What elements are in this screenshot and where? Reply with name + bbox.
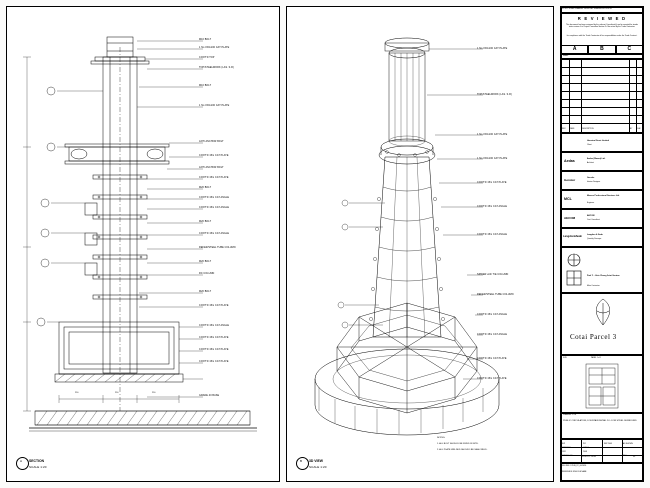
rev-table-div-1 xyxy=(569,59,570,133)
left-annotation-8: ANTI ANCHOR BOLT xyxy=(199,166,224,169)
rev-row-8 xyxy=(561,123,643,124)
field-label-date: DATE xyxy=(604,440,609,441)
left-annotation-2: CONT'D TOP xyxy=(199,56,215,59)
rev-hdr-desc: DESCRIPTION xyxy=(582,128,594,130)
company-name-5: Langdon & Seah xyxy=(587,234,603,236)
field-value-drawn: KW xyxy=(562,443,565,445)
company-role-2: Interior Designer xyxy=(587,181,601,183)
right-annotation-7: SPIDER with TIE COLUMN xyxy=(477,273,509,276)
right-annotation-6: CONT'D 15m CAT ANGLE xyxy=(477,233,508,236)
left-annotation-19: CONT'D 15m CAT PLATE xyxy=(199,304,229,307)
reviewed-text: This document has been reviewed by the relevant Consultant(s) and is essential for tender status review. It is Project Procedure Section 5.4 for action by the Trade Contractor. xyxy=(566,24,638,29)
company-role-1: Architect xyxy=(587,162,594,164)
rev-hdr-rev: REV xyxy=(562,128,566,130)
left-annotation-23: CONT'D 15m CAT PLATE xyxy=(199,360,229,363)
logo-mcl: MCL xyxy=(564,197,572,201)
abc-label-c: C xyxy=(627,46,632,52)
left-annotation-3: TOP/STEELWORK (LAS. S.R) xyxy=(199,66,234,69)
logo-langdon-seah: Langdon&Seah xyxy=(563,235,583,238)
right-view-title: 3D VIEW xyxy=(309,459,323,463)
fields-col-2 xyxy=(602,439,603,463)
project-logo-icon xyxy=(583,297,623,327)
key-plan-icon xyxy=(585,363,619,409)
left-annotation-1: 1 No 150x100 CAT PLATE xyxy=(199,46,230,49)
field-value-checked: WY xyxy=(583,443,586,445)
isometric-drawing xyxy=(287,7,553,481)
company-name-1: Aedas (Macau) Ltd. xyxy=(587,158,606,160)
rev-row-7 xyxy=(561,115,643,116)
rev-table-div-2 xyxy=(581,59,582,133)
company-role-6: Main Contractor xyxy=(587,285,600,287)
company-name-3: Marcos Professional Services Ltd. xyxy=(587,195,620,197)
logo-aecom: AECOM xyxy=(564,216,576,220)
rev-row-1 xyxy=(561,67,643,68)
contractor-logo-icon xyxy=(565,251,583,289)
dwg-no-label: DRAWING NO. xyxy=(562,456,573,457)
rev-hdr-date: DATE xyxy=(570,128,575,130)
left-annotation-4: M16 BOLT xyxy=(199,84,212,87)
company-role-4: Cost Consultant xyxy=(587,219,600,221)
footer-right: REFERENCE DWG FILE NAME xyxy=(562,471,587,473)
left-annotation-21: CONT'D 15m CAT PLATE xyxy=(199,336,229,339)
right-annotation-8: REFER/STEEL TUBE COLUMN xyxy=(477,293,514,296)
rev-row-3 xyxy=(561,83,643,84)
title-block xyxy=(560,6,644,482)
rev-hdr-by: BY xyxy=(630,128,633,130)
fields-col-1 xyxy=(581,439,582,463)
company-row-3 xyxy=(561,190,643,209)
note-line-0: 1. ALL BOLT SHOULD BE FIXED IN SITE. xyxy=(437,443,479,445)
revision-table xyxy=(561,59,643,133)
panel-label: PANEL 1 of 1 xyxy=(591,357,602,359)
left-annotation-16: M20 BOLT xyxy=(199,260,212,263)
project-name: Cotai Parcel 3 xyxy=(570,333,617,341)
right-annotation-11: CONT'D 15m CAT PLATE xyxy=(477,357,507,360)
left-view-title: SECTION xyxy=(29,459,45,463)
left-dim-2: 250 xyxy=(152,392,156,394)
rev-table-div-4 xyxy=(636,59,637,133)
rev-row-2 xyxy=(561,75,643,76)
left-annotation-11: CONT'D 15m CAT ANGLE xyxy=(199,196,230,199)
rev-label: REV xyxy=(623,456,627,457)
company-name-2: Gensler xyxy=(587,177,595,179)
left-annotation-12: CONT'D 15m CAT ANGLE xyxy=(199,206,230,209)
field-value-scale: AS SHOWN xyxy=(623,443,633,445)
footer-left: FILE REF: P-PUB_PC_00/DWG xyxy=(562,465,587,467)
scale-note: DO NOT SCALE DRAWING. VERIFY ALL DIMENSIONS ON SITE xyxy=(562,8,612,11)
company-name-4: AECOM xyxy=(587,215,595,217)
dwg-no-value: A-100-DT-0250 xyxy=(581,456,596,458)
note-line-1: 2. ALL PLATE WELDED SHOULD BE SEAL WELD. xyxy=(437,449,488,451)
logo-aedas: Aedas xyxy=(564,159,575,163)
drawing-title: PUBLIC CIRCULATION, FOUNTAIN DETAIL 24 - FOR STEEL SURROUND xyxy=(563,420,637,422)
left-annotation-5: 1 No 150x100 CAT PLATE xyxy=(199,104,230,107)
left-annotation-9: CONT'D 15m CAT PLATE xyxy=(199,176,229,179)
reviewed-title: R E V I E W E D xyxy=(577,16,627,21)
left-annotation-14: CONT'D 15m CAT ANGLE xyxy=(199,232,230,235)
field-label-drawn: DRAWN xyxy=(562,440,568,441)
right-annotation-4: CONT'D 15m CAT PLATE xyxy=(477,181,507,184)
left-annotation-15: REFER/STEEL TUBE COLUMN xyxy=(199,246,236,249)
field-value-date: SEP 2009 xyxy=(604,443,613,445)
key-plan-label: SIZE xyxy=(563,357,567,359)
abc-label-b: B xyxy=(600,46,604,52)
right-annotation-10: CONT'D 15m CAT ANGLE xyxy=(477,333,508,336)
rev-row-6 xyxy=(561,107,643,108)
right-detail-tag: B xyxy=(300,459,303,463)
right-view-scale: SCALE 1:20 xyxy=(309,465,327,469)
logo-gensler: Gensler xyxy=(564,178,576,182)
left-annotation-17: RC COLUMN xyxy=(199,272,215,275)
left-annotation-6: ANTI ANCHOR BOLT xyxy=(199,140,224,143)
field-label-approved: APPROVED xyxy=(562,448,571,449)
rev-row-5 xyxy=(561,99,643,100)
company-role-5: Quantity Surveyor xyxy=(587,238,602,240)
field-label-scale: SCALE xyxy=(623,440,629,441)
right-annotation-2: 1 No 150x100 CAT PLATE xyxy=(477,133,508,136)
right-annotation-12: CONT'D 15m CAT PLATE xyxy=(477,377,507,380)
left-dim-1: 250 xyxy=(115,392,119,394)
left-view-scale: SCALE 1:20 xyxy=(29,465,47,469)
rev-hdr-chk: CHK xyxy=(637,128,641,130)
left-annotation-7: CONT'D 15m CAT PLATE xyxy=(199,154,229,157)
left-dim-0: 250 xyxy=(75,392,79,394)
field-label-checked: CHECKED xyxy=(583,440,591,441)
reviewed-note: for compliance with the Trade Contractor of his responsibilities under the Trade Contract. xyxy=(566,35,638,37)
right-annotation-5: CONT'D 15m CAT ANGLE xyxy=(477,205,508,208)
left-detail-tag-circle xyxy=(16,457,29,470)
right-detail-tag-circle xyxy=(296,457,309,470)
left-annotation-22: CONT'D 15m CAT PLATE xyxy=(199,348,229,351)
company-role-0: Client xyxy=(587,144,592,146)
section-drawing xyxy=(7,7,279,481)
right-annotation-3: 1 No 150x100 CAT PLATE xyxy=(477,157,508,160)
left-annotation-13: M20 BOLT xyxy=(199,220,212,223)
left-annotation-24: GRADE 40 BASE xyxy=(199,394,220,397)
field-value-approved: CMY xyxy=(562,451,566,453)
notes-heading: NOTES: xyxy=(437,437,446,439)
drawing-title-label: DRAWING TITLE xyxy=(563,414,577,416)
field-label-jobno: JOB NO xyxy=(583,448,589,449)
right-annotation-0: 1 No 150x100 CAT PLATE xyxy=(477,47,508,50)
rev-row-4 xyxy=(561,91,643,92)
company-name-6: Paul Y. - Hsin Chong Joint Venture xyxy=(587,275,620,277)
company-row-0 xyxy=(561,133,643,152)
left-annotation-20: CONT'D 15m CAT ANGLE xyxy=(199,324,230,327)
left-annotation-18: M20 BOLT xyxy=(199,290,212,293)
left-annotation-10: M20 BOLT xyxy=(199,186,212,189)
right-view-pane xyxy=(286,6,554,482)
right-annotation-1: TOP/STEELWORK (LAS. S.R) xyxy=(477,93,512,96)
left-view-pane xyxy=(6,6,280,482)
date-label: Date : xyxy=(563,55,570,57)
left-detail-tag: A xyxy=(20,459,23,463)
rev-value: 01 xyxy=(633,456,636,458)
company-role-3: Engineer xyxy=(587,202,595,204)
company-name-0: Hooston Direct Limited xyxy=(587,140,610,142)
left-annotation-0: M16 BOLT xyxy=(199,38,212,41)
rev-table-div-3 xyxy=(629,59,633,133)
drawing-title-cell xyxy=(561,413,643,439)
abc-label-a: A xyxy=(572,46,577,52)
field-value-jobno: 2008 xyxy=(583,451,587,453)
right-annotation-9: CONT'D 15m CAT ANGLE xyxy=(477,313,508,316)
